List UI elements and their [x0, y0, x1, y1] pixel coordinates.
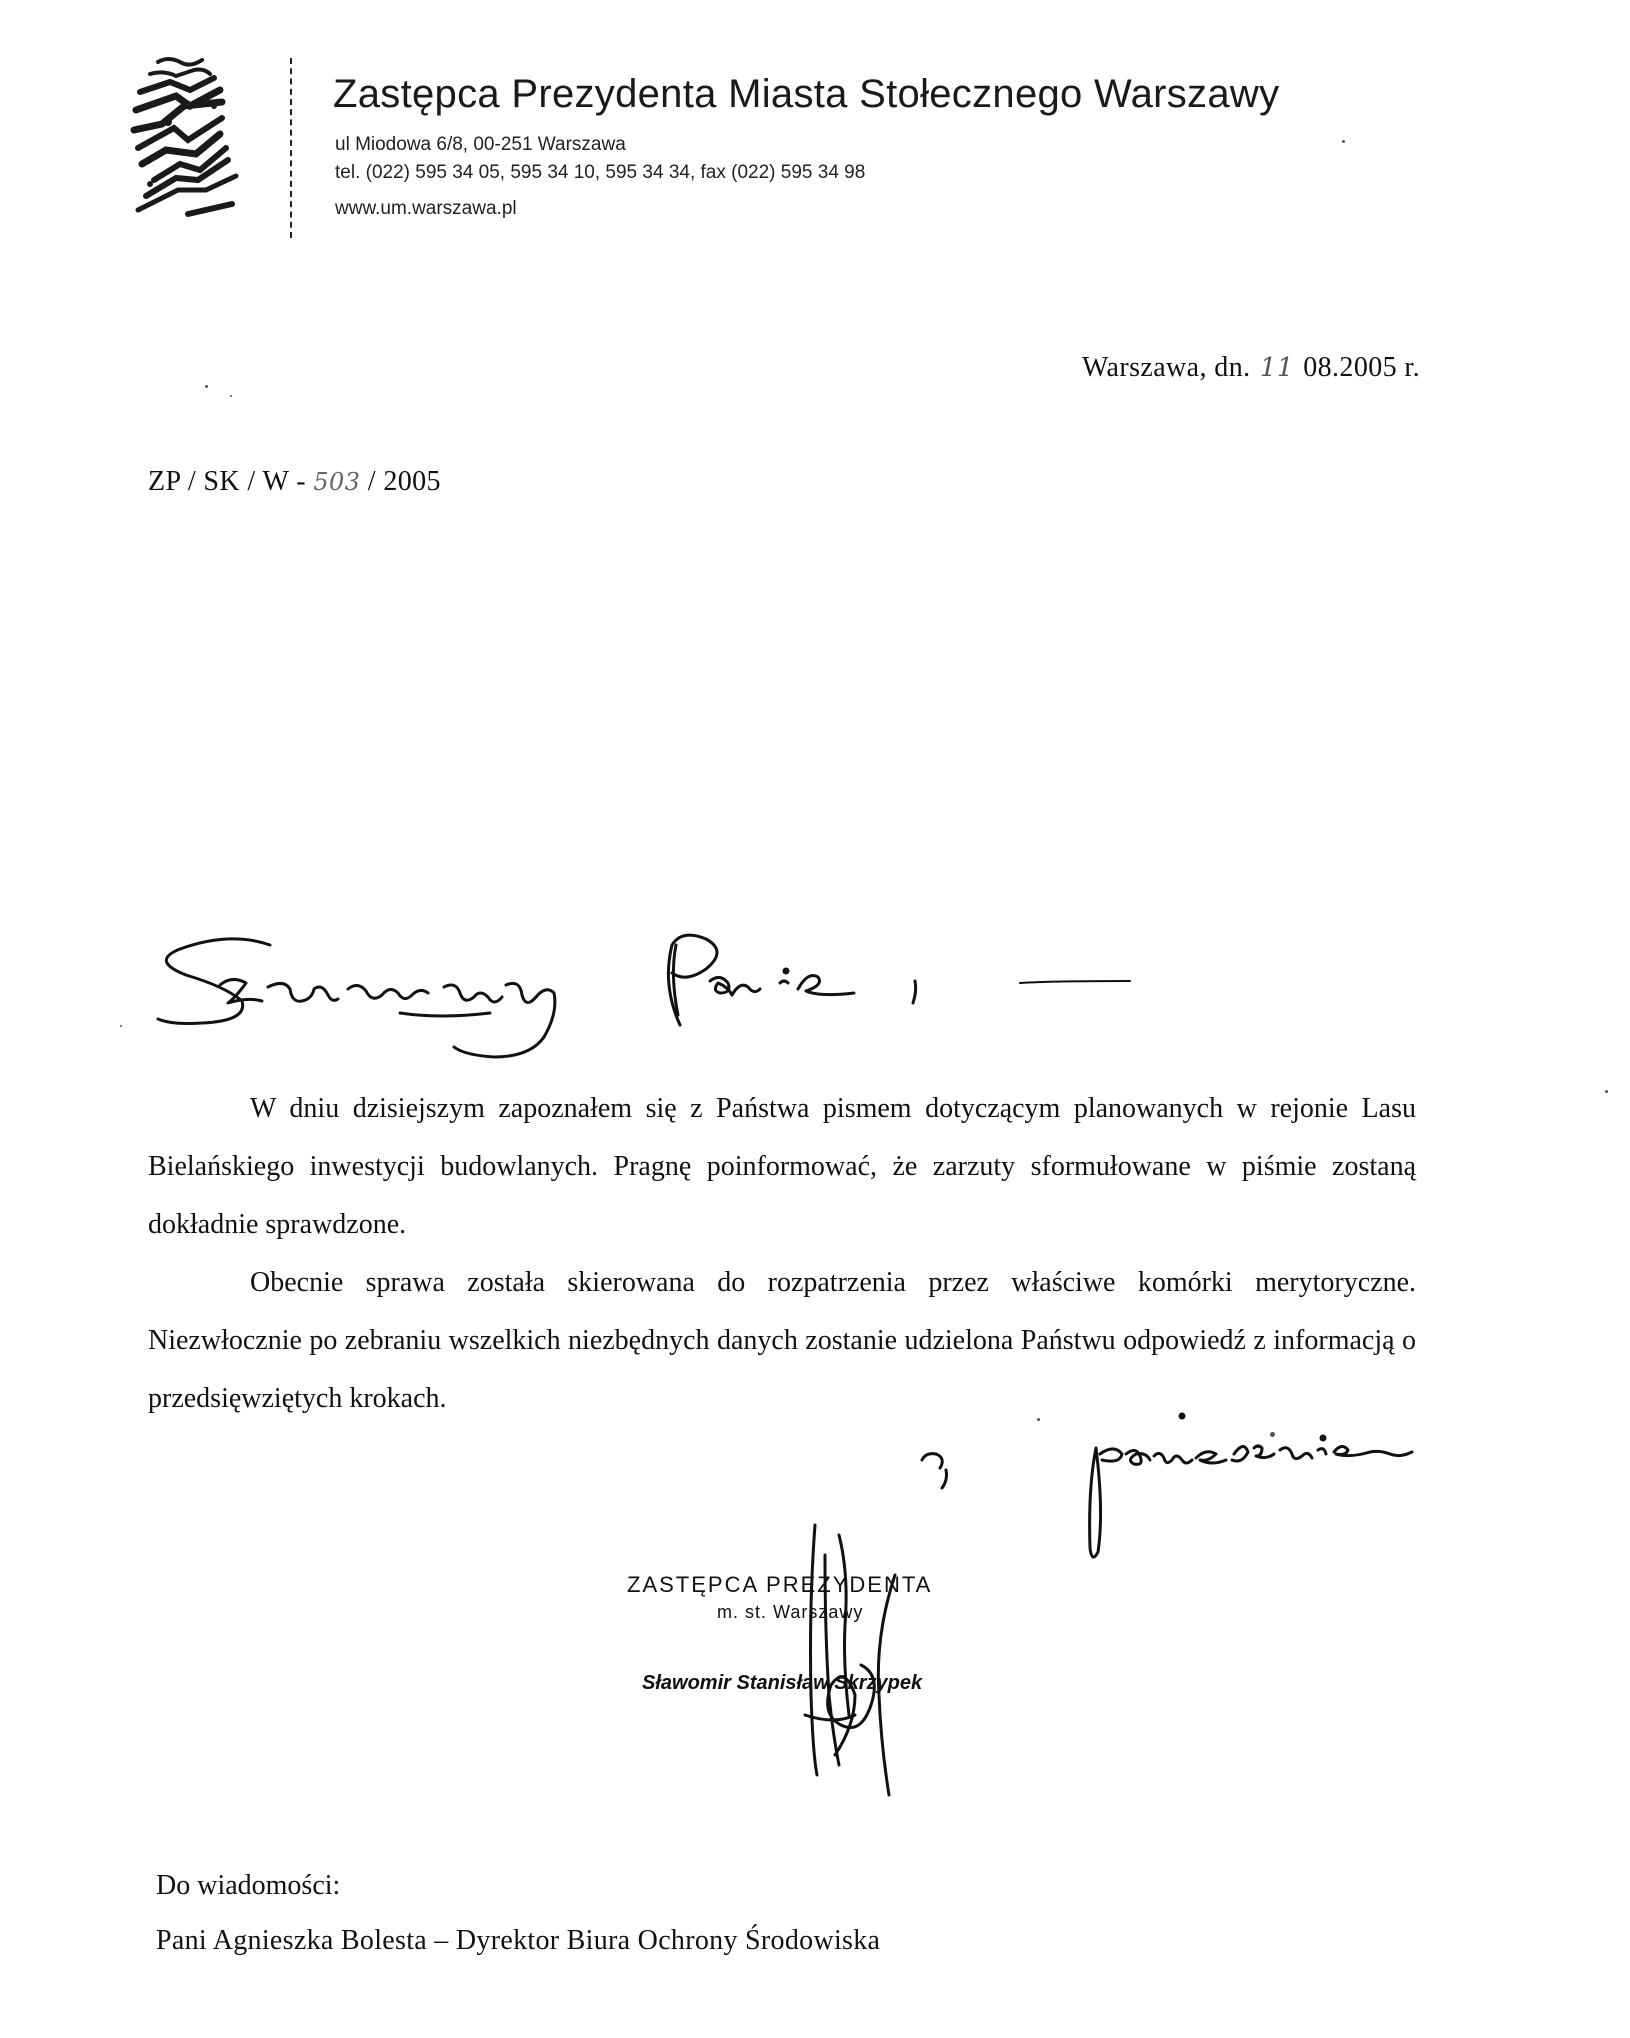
- handwritten-signature-icon: [775, 1515, 925, 1805]
- reference-number-handwritten: 503: [313, 468, 361, 496]
- scan-speck: [1037, 1418, 1040, 1421]
- org-address: ul Miodowa 6/8, 00-251 Warszawa: [335, 134, 626, 155]
- scan-speck: [120, 1025, 122, 1027]
- scan-speck: [205, 385, 208, 388]
- date-day-handwritten: 11: [1259, 353, 1294, 383]
- city-logo-icon: [128, 52, 246, 222]
- scan-speck: [1342, 140, 1345, 143]
- org-name: Zastępca Prezydenta Miasta Stołecznego Warszawy: [333, 72, 1280, 116]
- scan-speck: [230, 395, 232, 397]
- reference-prefix: ZP / SK / W -: [148, 466, 306, 497]
- reference-number: [148, 466, 441, 498]
- body-paragraph-1: W dniu dzisiejszym zapoznałem się z Państwa pismem dotyczącym planowanych w rejonie Lasu Bielańskiego inwestycji budowlanych. Pragnę poinformować, że zarzuty sformułowane w piśmie zostaną dokładnie sprawdzone.: [148, 1093, 1416, 1240]
- date-rest: 08.2005 r.: [1303, 352, 1420, 383]
- scan-speck: [1270, 1432, 1275, 1437]
- cc-recipient: Pani Agnieszka Bolesta – Dyrektor Biura Ochrony Środowiska: [156, 1925, 881, 1956]
- salutation-handwritten: [150, 925, 1250, 1065]
- letter-date: [1082, 352, 1420, 384]
- letterhead-divider: [290, 58, 292, 238]
- closing-handwritten: [920, 1410, 1520, 1560]
- body-paragraph-2: Obecnie sprawa została skierowana do rozpatrzenia przez właściwe komórki merytoryczne. Niezwłocznie po zebraniu wszelkich niezbędnych danych zostanie udzielona Państwu odpowiedź z informacją o przedsięwziętych krokach.: [148, 1267, 1416, 1414]
- signatory-subtitle: m. st. Warszawy: [717, 1602, 864, 1622]
- cc-label: Do wiadomości:: [156, 1870, 341, 1901]
- org-website: www.um.warszawa.pl: [335, 198, 517, 219]
- signatory-title: ZASTĘPCA PREZYDENTA: [627, 1572, 933, 1597]
- letter-body: [148, 1080, 1416, 1428]
- reference-suffix: / 2005: [367, 466, 441, 497]
- signatory-name: Sławomir Stanisław Skrzypek: [642, 1672, 923, 1694]
- org-phone: tel. (022) 595 34 05, 595 34 10, 595 34 34, fax (022) 595 34 98: [335, 162, 866, 183]
- scan-speck: [1605, 1090, 1608, 1093]
- date-prefix: Warszawa, dn.: [1081, 352, 1251, 383]
